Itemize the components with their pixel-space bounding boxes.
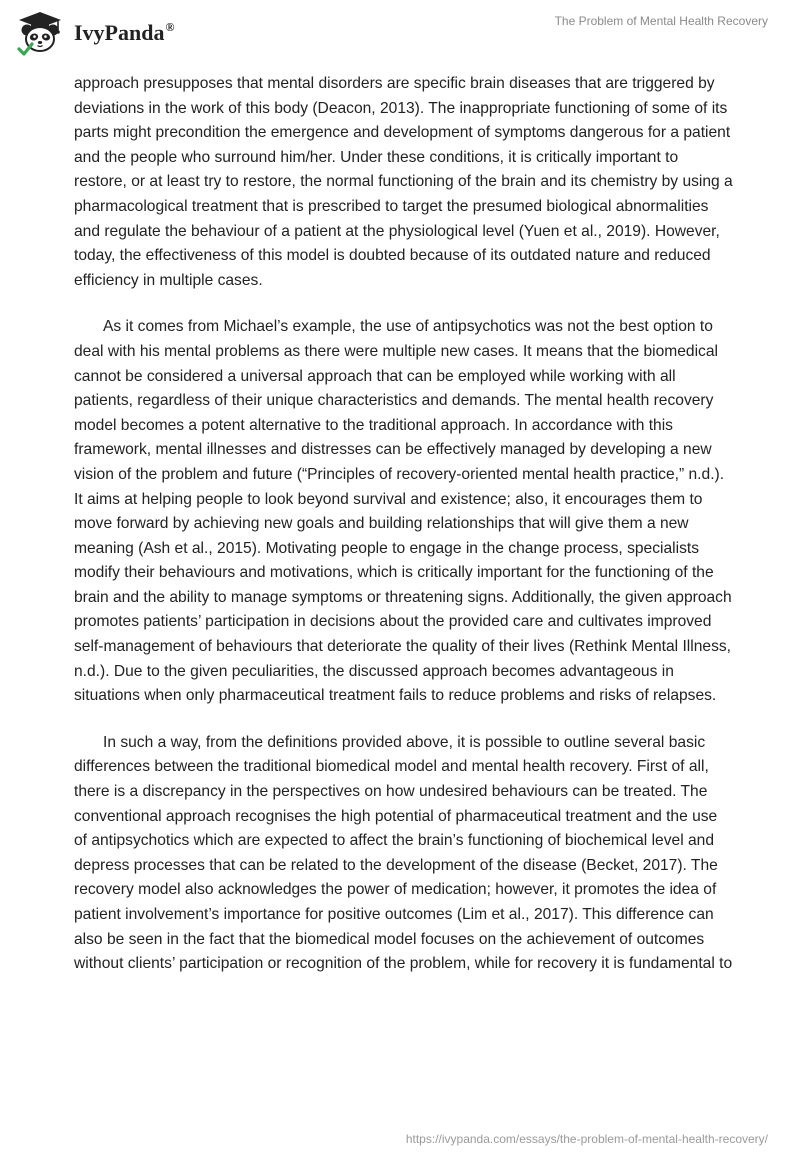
- page-header: [0, 0, 800, 64]
- paragraph-1: approach presupposes that mental disorders are specific brain diseases that are triggered by deviations in the work of this body (Deacon, 2013). The inappropriate functioning of some of its parts might precondition the emergence and development of symptoms dangerous for a patient and the people who surround him/her. Under these conditions, it is critically important to restore, or at least try to restore, the normal functioning of the brain and its chemistry by using a pharmacological treatment that is prescribed to target the presumed biological abnormalities and regulate the behaviour of a patient at the physiological level (Yuen et al., 2019). However, today, the effectiveness of this model is doubted because of its outdated nature and reduced efficiency in multiple cases.: [74, 75, 733, 289]
- brand-logo[interactable]: [16, 9, 216, 57]
- source-url[interactable]: https://ivypanda.com/essays/the-problem-of-mental-health-recovery/: [405, 1132, 768, 1146]
- registered-mark: ®: [165, 20, 175, 34]
- essay-body: [74, 72, 734, 999]
- document-title: The Problem of Mental Health Recovery: [554, 14, 768, 28]
- panda-graduate-icon: [16, 9, 64, 57]
- paragraph-3: In such a way, from the definitions provided above, it is possible to outline several basic differences between the traditional biomedical model and mental health recovery. First of all, there is a discrepancy in the perspectives on how undesired behaviours can be treated. The conventional approach recognises the high potential of pharmaceutical treatment and the use of antipsychotics which are expected to affect the brain’s functioning of biochemical level and depress processes that can be related to the development of the disease (Becket, 2017). The recovery model also acknowledges the power of medication; however, it promotes the idea of patient involvement’s importance for positive outcomes (Lim et al., 2017). This difference can also be seen in the fact that the biomedical model focuses on the achievement of outcomes without clients’ participation or recognition of the problem, while for recovery it is fundamental to: [74, 733, 733, 973]
- paragraph-2: As it comes from Michael’s example, the use of antipsychotics was not the best option to deal with his mental problems as there were multiple new cases. It means that the biomedical cannot be considered a universal approach that can be employed while working with all patients, regardless of their unique characteristics and demands. The mental health recovery model becomes a potent alternative to the traditional approach. In accordance with this framework, mental illnesses and distresses can be effectively managed by developing a new vision of the problem and future (“Principles of recovery-oriented mental health practice,” n.d.). It aims at helping people to look beyond survival and existence; also, it encourages them to move forward by achieving new goals and building relationships that will give them a new meaning (Ash et al., 2015). Motivating people to engage in the change process, specialists modify their behaviours and motivations, which is critically important for the functioning of the brain and the ability to manage symptoms or threatening signs. Additionally, the given approach promotes patients’ participation in decisions about the provided care and cultivates improved self-management of behaviours that deteriorate the quality of their lives (Rethink Mental Illness, n.d.). Due to the given peculiarities, the discussed approach becomes advantageous in situations when only pharmaceutical treatment fails to reduce problems and risks of relapses.: [74, 318, 732, 705]
- brand-name: IvyPanda®: [74, 20, 175, 45]
